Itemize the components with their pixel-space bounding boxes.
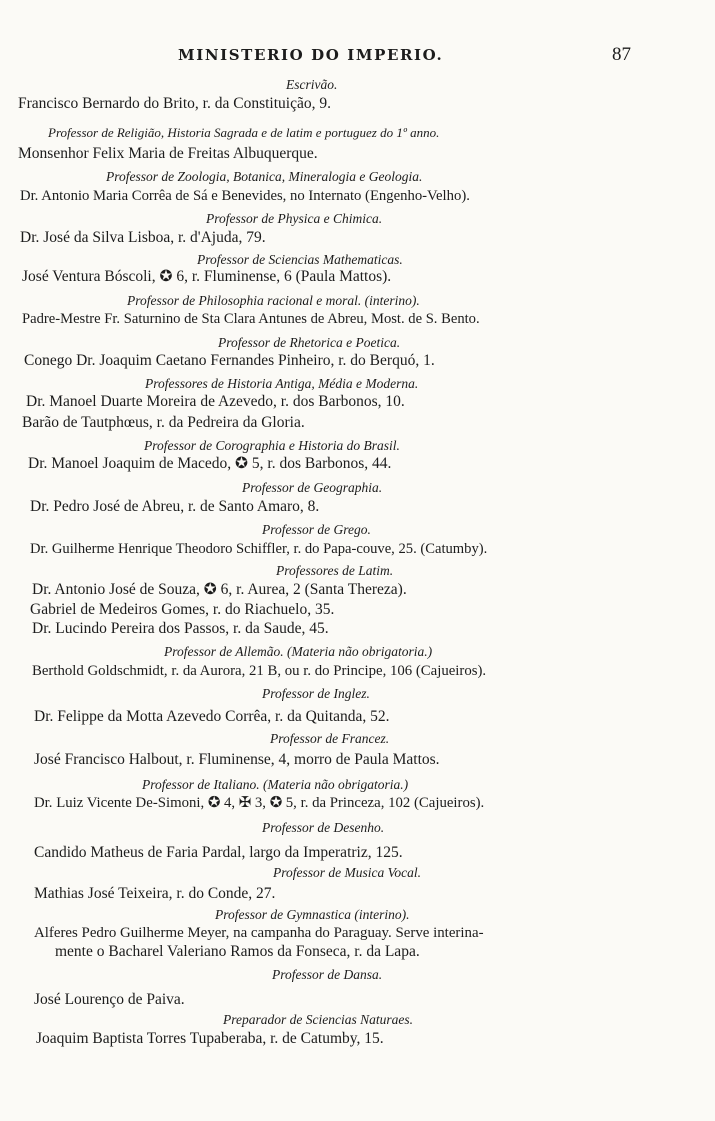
section-caption: Professor de Italiano. (Materia não obrigatoria.) bbox=[142, 777, 409, 792]
directory-entry: Barão de Tautphœus, r. da Pedreira da Gloria. bbox=[22, 414, 305, 431]
directory-entry: Dr. Manoel Duarte Moreira de Azevedo, r. dos Barbonos, 10. bbox=[26, 393, 405, 410]
section-caption: Escrivão. bbox=[286, 77, 338, 92]
section-caption: Professor de Musica Vocal. bbox=[273, 865, 421, 880]
directory-entry: José Ventura Bóscoli, ✪ 6, r. Fluminense, 6 (Paula Mattos). bbox=[22, 268, 392, 285]
directory-entry: José Francisco Halbout, r. Fluminense, 4, morro de Paula Mattos. bbox=[34, 751, 440, 768]
directory-entry: Monsenhor Felix Maria de Freitas Albuquerque. bbox=[18, 145, 318, 162]
directory-entry: Berthold Goldschmidt, r. da Aurora, 21 B, ou r. do Principe, 106 (Cajueiros). bbox=[32, 663, 487, 679]
section-caption: Professor de Zoologia, Botanica, Mineralogia e Geologia. bbox=[106, 169, 423, 184]
directory-entry: Dr. Luiz Vicente De-Simoni, ✪ 4, ✠ 3, ✪ 5, r. da Princeza, 102 (Cajueiros). bbox=[34, 795, 485, 811]
section-caption: Professor de Desenho. bbox=[262, 820, 385, 835]
section-caption: Professor de Rhetorica e Poetica. bbox=[218, 335, 401, 350]
section-caption: Professor de Inglez. bbox=[262, 686, 370, 701]
section-caption: Professor de Sciencias Mathematicas. bbox=[197, 252, 403, 267]
section-caption: Professor de Corographia e Historia do Brasil. bbox=[144, 438, 400, 453]
running-head: MINISTERIO DO IMPERIO. bbox=[178, 46, 444, 64]
directory-entry: Dr. José da Silva Lisboa, r. d'Ajuda, 79. bbox=[20, 229, 266, 246]
directory-entry: Joaquim Baptista Torres Tupaberaba, r. de Catumby, 15. bbox=[36, 1030, 384, 1047]
directory-entry: Dr. Antonio Maria Corrêa de Sá e Benevides, no Internato (Engenho-Velho). bbox=[20, 188, 470, 204]
section-caption: Preparador de Sciencias Naturaes. bbox=[223, 1012, 413, 1027]
section-caption: Professor de Gymnastica (interino). bbox=[215, 907, 410, 922]
directory-entry: Padre-Mestre Fr. Saturnino de Sta Clara Antunes de Abreu, Most. de S. Bento. bbox=[22, 311, 480, 327]
section-caption: Professor de Allemão. (Materia não obrigatoria.) bbox=[164, 644, 433, 659]
directory-entry: mente o Bacharel Valeriano Ramos da Fonseca, r. da Lapa. bbox=[55, 943, 420, 960]
section-caption: Professor de Dansa. bbox=[272, 967, 383, 982]
directory-entry: Dr. Felippe da Motta Azevedo Corrêa, r. da Quitanda, 52. bbox=[34, 708, 390, 725]
section-caption: Professor de Geographia. bbox=[242, 480, 383, 495]
directory-entry: Dr. Manoel Joaquim de Macedo, ✪ 5, r. dos Barbonos, 44. bbox=[28, 455, 392, 472]
directory-entry: Francisco Bernardo do Brito, r. da Constituição, 9. bbox=[18, 95, 331, 112]
section-caption: Professor de Grego. bbox=[262, 522, 371, 537]
directory-entry: José Lourenço de Paiva. bbox=[34, 991, 185, 1008]
directory-entry: Dr. Antonio José de Souza, ✪ 6, r. Aurea, 2 (Santa Thereza). bbox=[32, 581, 407, 598]
section-caption: Professor de Physica e Chimica. bbox=[206, 211, 383, 226]
directory-entry: Candido Matheus de Faria Pardal, largo da Imperatriz, 125. bbox=[34, 844, 403, 861]
section-caption: Professores de Latim. bbox=[276, 563, 394, 578]
directory-entry: Conego Dr. Joaquim Caetano Fernandes Pinheiro, r. do Berquó, 1. bbox=[24, 352, 435, 369]
page-header bbox=[0, 46, 715, 74]
directory-entry: Dr. Lucindo Pereira dos Passos, r. da Saude, 45. bbox=[32, 620, 329, 637]
directory-entry: Gabriel de Medeiros Gomes, r. do Riachuelo, 35. bbox=[30, 601, 335, 618]
directory-entry: Dr. Pedro José de Abreu, r. de Santo Amaro, 8. bbox=[30, 498, 320, 515]
section-caption: Professor de Religião, Historia Sagrada e de latim e portuguez do 1º anno. bbox=[48, 125, 440, 140]
section-caption: Professor de Francez. bbox=[270, 731, 390, 746]
page-number: 87 bbox=[612, 44, 631, 65]
section-caption: Professores de Historia Antiga, Média e Moderna. bbox=[145, 376, 419, 391]
directory-entry: Dr. Guilherme Henrique Theodoro Schiffler, r. do Papa-couve, 25. (Catumby). bbox=[30, 541, 488, 557]
directory-entry: Alferes Pedro Guilherme Meyer, na campanha do Paraguay. Serve interina- bbox=[34, 925, 484, 941]
directory-entry: Mathias José Teixeira, r. do Conde, 27. bbox=[34, 885, 276, 902]
section-caption: Professor de Philosophia racional e moral. (interino). bbox=[127, 293, 420, 308]
